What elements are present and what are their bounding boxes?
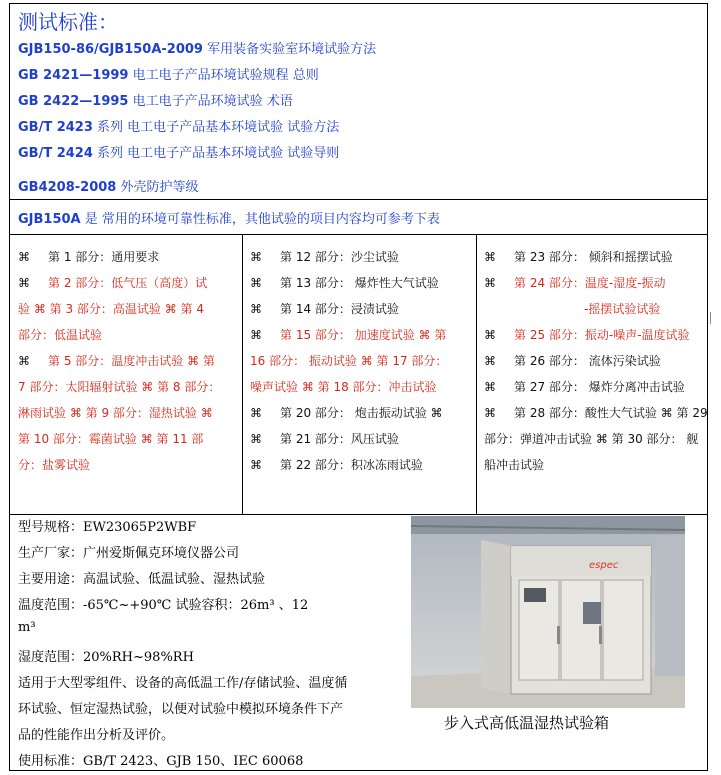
part-text: 第 13 部分： 爆炸性大气试验 bbox=[280, 276, 439, 290]
part-text: 7 部分：太阳辐射试验 ⌘ 第 8 部分： bbox=[18, 380, 221, 394]
bullet-symbol: ⌘ bbox=[18, 276, 30, 290]
part-text: 第 15 部分： 加速度试验 ⌘ 第 bbox=[280, 328, 447, 342]
part-line bbox=[484, 400, 708, 426]
part-text: 第 25 部分：振动-噪声-温度试验 bbox=[514, 328, 690, 342]
part-text: 16 部分： 振动试验 ⌘ 第 17 部分： bbox=[250, 354, 448, 368]
part-line bbox=[484, 322, 708, 348]
bullet-symbol: ⌘ bbox=[484, 276, 496, 290]
spec-model: 型号规格：EW23065P2WBF bbox=[18, 520, 197, 535]
part-text: 第 24 部分：温度-湿度-振动 bbox=[514, 276, 666, 290]
part-text: 部分：弹道冲击试验 ⌘ 第 30 部分： 舰 bbox=[484, 432, 699, 446]
spec-usage: 主要用途：高温试验、低温试验、湿热试验 bbox=[18, 572, 266, 587]
part-text: 第 28 部分：酸性大气试验 ⌘ 第 29 bbox=[514, 406, 708, 420]
part-text: 验 ⌘ 第 3 部分：高温试验 ⌘ 第 4 bbox=[18, 302, 204, 316]
bullet-symbol: ⌘ bbox=[484, 250, 496, 264]
part-line bbox=[484, 270, 708, 296]
part-line bbox=[484, 348, 708, 374]
bullet-symbol: ⌘ bbox=[18, 250, 30, 264]
part-line bbox=[18, 452, 220, 478]
part-line bbox=[250, 426, 447, 452]
divider bbox=[9, 199, 708, 200]
part-line bbox=[18, 244, 220, 270]
part-line bbox=[18, 270, 220, 296]
bullet-symbol: ⌘ bbox=[484, 328, 496, 342]
part-text: 第 20 部分： 炮击振动试验 ⌘ bbox=[280, 406, 443, 420]
standard-item: GB/T 2424 系列 电工电子产品基本环境试验 试验导则 bbox=[18, 146, 340, 161]
part-text: 第 5 部分：温度冲击试验 ⌘ 第 bbox=[48, 354, 215, 368]
bullet-symbol: ⌘ bbox=[484, 406, 496, 420]
bullet-symbol: ⌘ bbox=[250, 250, 262, 264]
part-line bbox=[18, 322, 220, 348]
bullet-symbol: ⌘ bbox=[18, 354, 30, 368]
part-line bbox=[18, 426, 220, 452]
part-text: 船冲击试验 bbox=[484, 458, 545, 472]
reference-note: GJB150A 是 常用的环境可靠性标准，其他试验的项目内容均可参考下表 bbox=[18, 212, 440, 227]
part-line bbox=[484, 296, 708, 322]
standard-item: GJB150-86/GJB150A-2009 军用装备实验室环境试验方法 bbox=[18, 42, 377, 57]
brand-logo: espec bbox=[589, 560, 619, 571]
bullet-symbol: ⌘ bbox=[250, 328, 262, 342]
part-line bbox=[250, 322, 447, 348]
spec-volume-unit: m³ bbox=[18, 620, 36, 635]
column-divider bbox=[242, 234, 243, 515]
part-line bbox=[484, 374, 708, 400]
part-line bbox=[18, 374, 220, 400]
column-divider bbox=[476, 234, 477, 515]
bullet-symbol: ⌘ bbox=[250, 276, 262, 290]
part-line bbox=[250, 452, 447, 478]
spec-application: 环试验、恒定湿热试验，以便对试验中模拟环境条件下产 bbox=[18, 702, 344, 717]
parts-column-2 bbox=[250, 244, 447, 478]
part-line bbox=[250, 244, 447, 270]
edge-mark bbox=[710, 312, 711, 324]
part-text: 第 23 部分： 倾斜和摇摆试验 bbox=[514, 250, 673, 264]
part-line bbox=[18, 296, 220, 322]
standard-item: GB 2421—1999 电工电子产品环境试验规程 总则 bbox=[18, 68, 319, 83]
bullet-symbol: ⌘ bbox=[250, 406, 262, 420]
part-line bbox=[250, 374, 447, 400]
part-line bbox=[484, 426, 708, 452]
part-text: 分：盐雾试验 bbox=[18, 458, 91, 472]
bullet-symbol: ⌘ bbox=[250, 458, 262, 472]
bullet-symbol: ⌘ bbox=[484, 354, 496, 368]
part-text: 第 14 部分：浸渍试验 bbox=[280, 302, 399, 316]
part-text: 部分：低温试验 bbox=[18, 328, 103, 342]
part-text: 第 2 部分：低气压（高度）试 bbox=[48, 276, 208, 290]
bullet-symbol: ⌘ bbox=[250, 302, 262, 316]
chamber-photo bbox=[411, 516, 685, 708]
part-text: 第 22 部分：积冰冻雨试验 bbox=[280, 458, 423, 472]
part-line bbox=[18, 348, 220, 374]
spec-humidity: 湿度范围：20%RH~98%RH bbox=[18, 650, 194, 665]
part-text: 第 1 部分：通用要求 bbox=[48, 250, 160, 264]
spec-application: 品的性能作出分析及评价。 bbox=[18, 728, 175, 743]
spec-application: 适用于大型零组件、设备的高低温工作/存储试验、温度循 bbox=[18, 676, 348, 691]
part-text: 第 10 部分：霉菌试验 ⌘ 第 11 部 bbox=[18, 432, 204, 446]
bullet-symbol: ⌘ bbox=[484, 380, 496, 394]
parts-column-3 bbox=[484, 244, 708, 478]
part-line bbox=[484, 244, 708, 270]
part-text: 噪声试验 ⌘ 第 18 部分：冲击试验 bbox=[250, 380, 437, 394]
part-text: 淋雨试验 ⌘ 第 9 部分：湿热试验 ⌘ bbox=[18, 406, 213, 420]
photo-caption: 步入式高低温湿热试验箱 bbox=[444, 714, 610, 732]
part-text: 第 12 部分：沙尘试验 bbox=[280, 250, 399, 264]
part-line bbox=[18, 400, 220, 426]
standard-item: GB/T 2423 系列 电工电子产品基本环境试验 试验方法 bbox=[18, 120, 340, 135]
parts-column-1 bbox=[18, 244, 220, 478]
standard-item: GB 2422—1995 电工电子产品环境试验 术语 bbox=[18, 94, 293, 109]
chamber-illustration bbox=[411, 516, 685, 708]
spec-temperature: 温度范围：-65℃~+90℃ 试验容积：26m³ 、12 bbox=[18, 598, 309, 613]
spec-maker: 生产厂家：广州爱斯佩克环境仪器公司 bbox=[18, 546, 240, 561]
spec-standards: 使用标准：GB/T 2423、GJB 150、IEC 60068 bbox=[18, 754, 304, 769]
part-line bbox=[250, 270, 447, 296]
part-text: 第 21 部分：风压试验 bbox=[280, 432, 399, 446]
standard-item: GB4208-2008 外壳防护等级 bbox=[18, 180, 199, 195]
part-text: 第 27 部分： 爆炸分离冲击试验 bbox=[514, 380, 685, 394]
part-text: 第 26 部分： 流体污染试验 bbox=[514, 354, 661, 368]
part-text: -摇摆试验试验 bbox=[584, 302, 661, 316]
section-title: 测试标准： bbox=[18, 10, 118, 34]
part-line bbox=[250, 400, 447, 426]
bullet-symbol: ⌘ bbox=[250, 432, 262, 446]
part-line bbox=[250, 348, 447, 374]
part-line bbox=[484, 452, 708, 478]
part-line bbox=[250, 296, 447, 322]
